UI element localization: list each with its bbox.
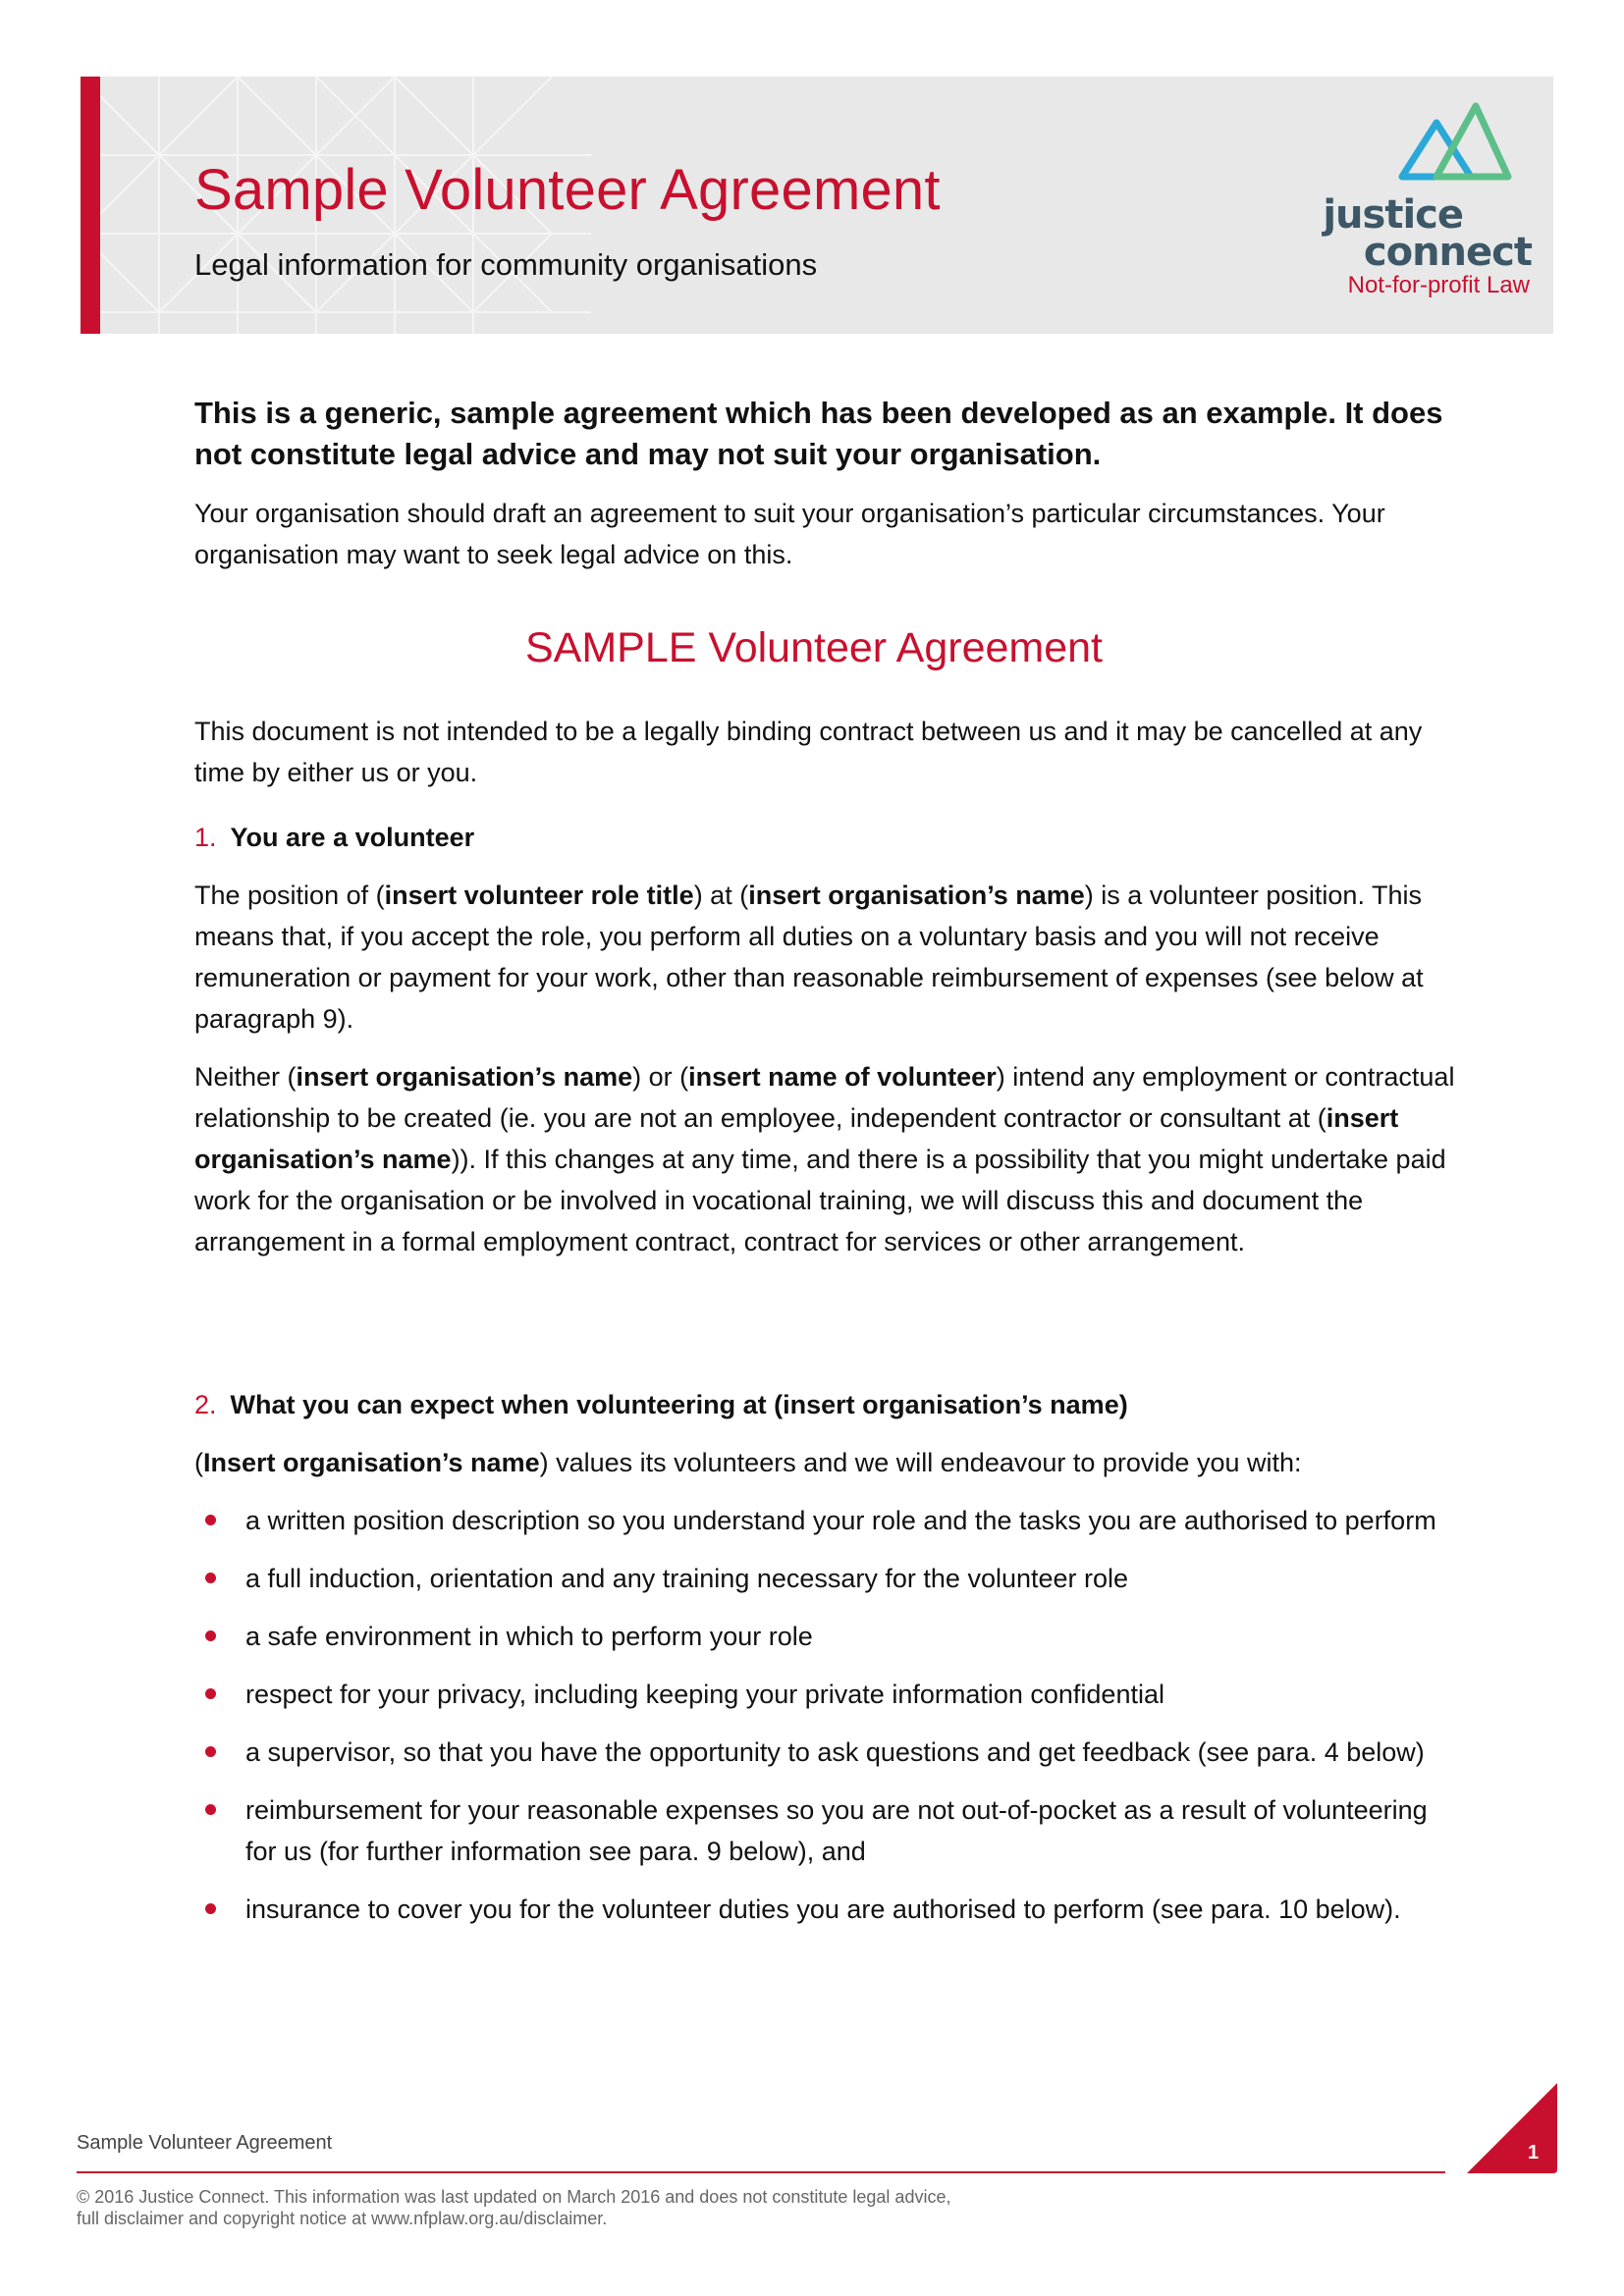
page-number: 1 (1528, 2142, 1540, 2163)
bullet-icon (205, 1573, 216, 1583)
bullet-icon (205, 1746, 216, 1757)
section-1-paragraph-2: Neither (insert organisation’s name) or (insert name of volunteer) intend any employment or contractual relationship to be created (ie. you are not an employee, independent contractor or consultant at (insert organisation’s name)). If this changes at any time, and there is a possibility that you might undertake paid work for the organisation or be involved in vocational training, we will discuss this and document the arrangement in a formal employment contract, contract for services or other arrangement. (194, 1062, 1455, 1256)
bullet-icon (205, 1515, 216, 1525)
footer-divider (77, 2171, 1445, 2173)
section-1-heading (194, 817, 1461, 858)
preamble: This document is not intended to be a legally binding contract between us and it may be cancelled at any time by either us or you. (194, 717, 1423, 787)
justice-connect-logo (1306, 98, 1542, 304)
list-item: a safe environment in which to perform your role (194, 1616, 1461, 1657)
intro-disclaimer: This is a generic, sample agreement which has been developed as an example. It does not constitute legal advice and may not suit your organisation. (194, 396, 1443, 471)
section-1-paragraph-1: The position of (insert volunteer role title) at (insert organisation’s name) is a volunteer position. This means that, if you accept the role, you perform all duties on a voluntary basis and you will not receive remuneration or payment for your work, other than reasonable reimbursement of expenses (see below at paragraph 9). (194, 881, 1424, 1034)
list-item: insurance to cover you for the volunteer duties you are authorised to perform (see para. 10 below). (194, 1889, 1461, 1930)
section-2-lead: (Insert organisation’s name) values its volunteers and we will endeavour to provide you with: (194, 1448, 1302, 1477)
footer-disclaimer: © 2016 Justice Connect. This information was last updated on March 2016 and does not constitute legal advice, full disclaimer and copyright notice at www.nfplaw.org.au/disclaimer. (77, 2187, 951, 2228)
section-2-heading (194, 1384, 1461, 1425)
section-1-title: You are a volunteer (230, 823, 475, 852)
bullet-icon (205, 1630, 216, 1641)
list-item: reimbursement for your reasonable expenses so you are not out-of-pocket as a result of volunteering for us (for further information see para. 9 below), and (194, 1789, 1461, 1872)
expectations-list (194, 1500, 1461, 1947)
logo-justice-text: justice (1323, 192, 1463, 238)
list-item: a full induction, orientation and any training necessary for the volunteer role (194, 1558, 1461, 1599)
logo-triangles-icon (1392, 98, 1520, 196)
list-item: respect for your privacy, including keeping your private information confidential (194, 1674, 1461, 1715)
list-item: a supervisor, so that you have the opportunity to ask questions and get feedback (see para. 4 below) (194, 1732, 1461, 1773)
section-2-title: What you can expect when volunteering at (insert organisation’s name) (230, 1390, 1128, 1419)
page-title: Sample Volunteer Agreement (194, 158, 941, 222)
logo-tagline: Not-for-profit Law (1347, 272, 1530, 298)
page-corner-icon (1467, 2083, 1557, 2173)
footer-title: Sample Volunteer Agreement (77, 2132, 333, 2154)
document-heading: SAMPLE Volunteer Agreement (524, 624, 1104, 671)
bullet-icon (205, 1903, 216, 1914)
bullet-icon (205, 1804, 216, 1815)
banner-accent-bar (81, 77, 100, 334)
section-2-number: 2. (194, 1390, 217, 1419)
list-item: a written position description so you understand your role and the tasks you are authorised to perform (194, 1500, 1461, 1541)
page-subtitle: Legal information for community organisations (194, 247, 818, 282)
section-1-number: 1. (194, 823, 217, 852)
logo-connect-text: connect (1363, 230, 1532, 275)
intro-text: Your organisation should draft an agreement to suit your organisation’s particular circumstances. Your organisation may want to seek legal advice on this. (194, 499, 1385, 569)
bullet-icon (205, 1688, 216, 1699)
